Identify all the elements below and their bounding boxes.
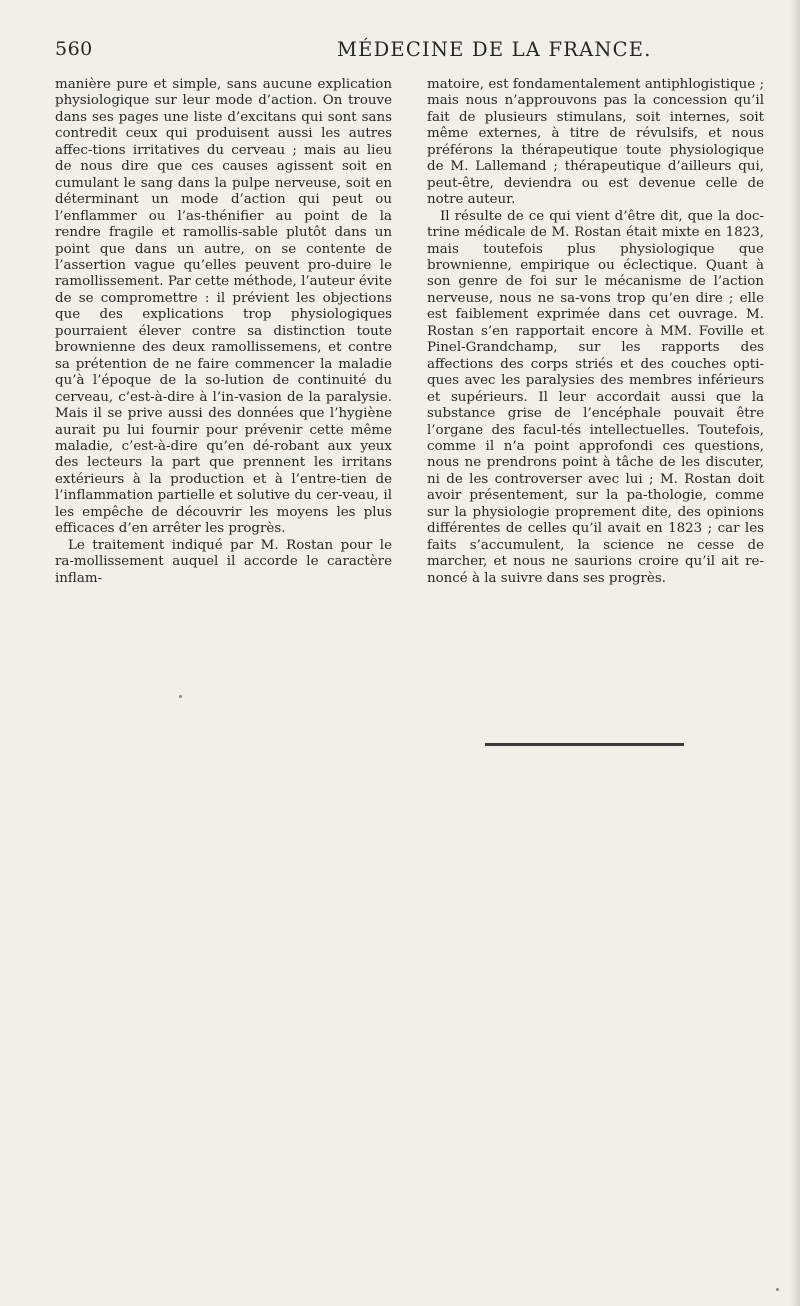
section-end-rule bbox=[485, 743, 684, 746]
paper-speck bbox=[179, 695, 182, 698]
page-edge-shadow bbox=[790, 0, 800, 1306]
right-paragraph-1: matoire, est fondamentalement antiphlogistique ; mais nous n’approuvons pas la concession qu’il fait de plusieurs stimulans, soit internes, soit même externes, à titre de révulsifs, et nous préférons la thérapeutique toute physiologique de M. Lallemand ; thérapeutique d’ailleurs qui, peut-être, deviendra ou est devenue celle de notre auteur. bbox=[427, 77, 764, 208]
page-number: 560 bbox=[55, 38, 93, 60]
paper-speck bbox=[776, 1288, 779, 1291]
page-header bbox=[55, 38, 765, 64]
right-column bbox=[427, 77, 764, 587]
left-paragraph-1: manière pure et simple, sans aucune explication physiologique sur leur mode d’action. On trouve dans ses pages une liste d’excitans qui sont sans contredit ceux qui produisent aussi les autres affec-tions irritatives du cerveau ; mais au lieu de nous dire que ces causes agissent soit en cumulant le sang dans la pulpe nerveuse, soit en déterminant un mode d’action qui peut ou l’enflammer ou l’as-thénifier au point de la rendre fragile et ramollis-sable plutôt dans un point que dans un autre, on se contente de l’assertion vague qu’elles peuvent pro-duire le ramollissement. Par cette méthode, l’auteur évite de se compromettre : il prévient les objections que des explications trop physiologiques pourraient élever contre sa distinction toute brownienne des deux ramollissemens, et contre sa prétention de ne faire commencer la maladie qu’à l’époque de la so-lution de continuité du cerveau, c’est-à-dire à l’in-vasion de la paralysie. Mais il se prive aussi des données que l’hygiène aurait pu lui fournir pour prévenir cette même maladie, c’est-à-dire qu’en dé-robant aux yeux des lecteurs la part que prennent les irritans extérieurs à la production et à l’entre-tien de l’inflammation partielle et solutive du cer-veau, il les empêche de découvrir les moyens les plus efficaces d’en arrêter les progrès. bbox=[55, 77, 392, 537]
running-title: MÉDECINE DE LA FRANCE. bbox=[337, 38, 652, 61]
right-paragraph-2: Il résulte de ce qui vient d’être dit, que la doc-trine médicale de M. Rostan était mixte en 1823, mais toutefois plus physiologique que brownienne, empirique ou éclectique. Quant à son genre de foi sur le mécanisme de l’action nerveuse, nous ne sa-vons trop qu’en dire ; elle est faiblement exprimée dans cet ouvrage. M. Rostan s’en rapportait encore à MM. Foville et Pinel-Grandchamp, sur les rapports des affections des corps striés et des couches opti-ques avec les paralysies des membres inférieurs et supérieurs. Il leur accordait aussi que la substance grise de l’encéphale pouvait être l’organe des facul-tés intellectuelles. Toutefois, comme il n’a point approfondi ces questions, nous ne prendrons point à tâche de les discuter, ni de les controverser avec lui ; M. Rostan doit avoir présentement, sur la pa-thologie, comme sur la physiologie proprement dite, des opinions différentes de celles qu’il avait en 1823 ; car les faits s’accumulent, la science ne cesse de marcher, et nous ne saurions croire qu’il ait re-noncé à la suivre dans ses progrès. bbox=[427, 208, 764, 586]
left-column bbox=[55, 77, 392, 587]
left-paragraph-2: Le traitement indiqué par M. Rostan pour le ra-mollissement auquel il accorde le caractère inflam- bbox=[55, 537, 392, 586]
